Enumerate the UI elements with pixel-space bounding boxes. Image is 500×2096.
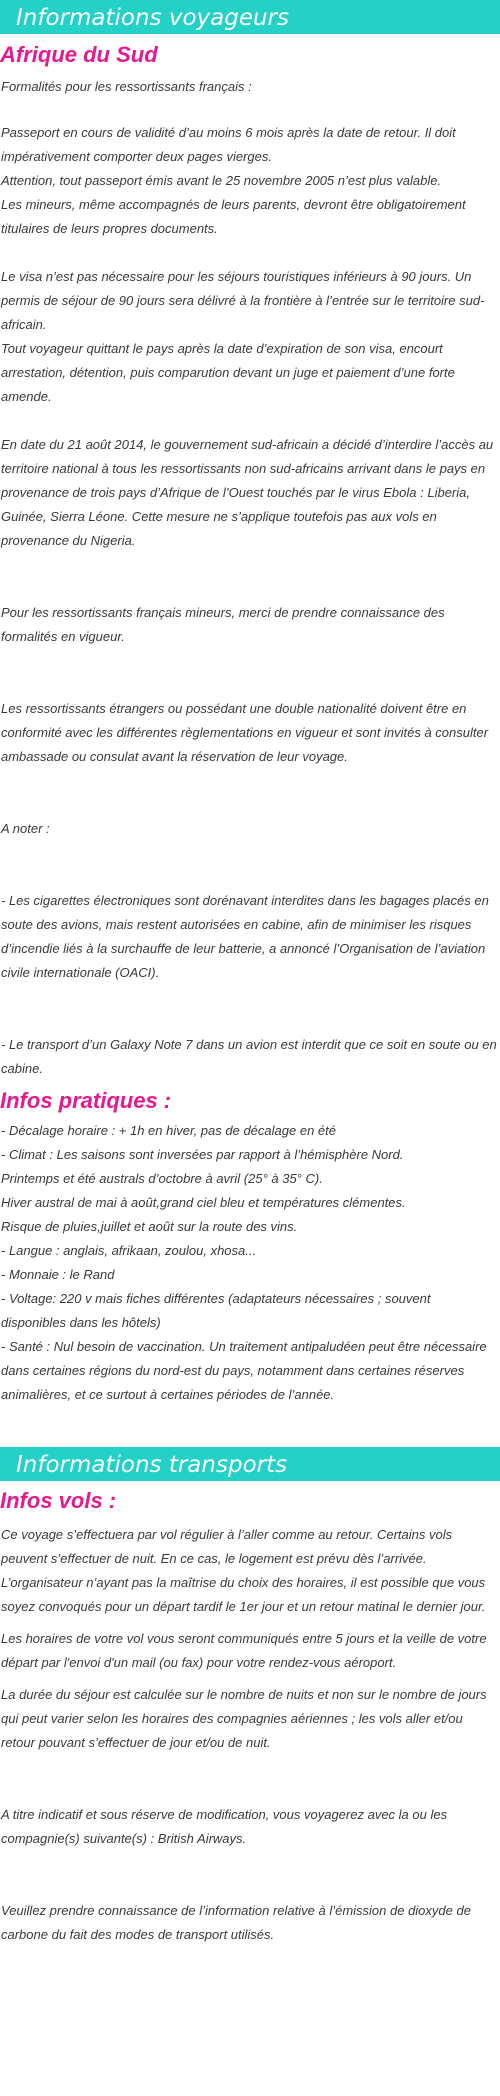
flights-paragraph-1: Ce voyage s’effectuera par vol régulier à l’aller comme au retour. Certains vols peuvent s’effectuer de nuit. En ce cas, le logement est prévu dès l’arrivée. L’organisateur n’ayant pas la maîtrise du choix des horaires, il est possible que vous soyez convoqués pour un départ tardif le 1er jour et un retour matinal le dernier jour. bbox=[1, 1527, 486, 1614]
passport-line-3: Les mineurs, même accompagnés de leurs parents, devront être obligatoirement titulaires de leurs propres documents. bbox=[1, 197, 466, 236]
practical-line: - Langue : anglais, afrikaan, zoulou, xhosa... bbox=[1, 1243, 257, 1258]
passport-line-2: Attention, tout passeport émis avant le 25 novembre 2005 n’est plus valable. bbox=[1, 173, 442, 188]
formalities-intro: Formalités pour les ressortissants français : bbox=[1, 79, 252, 94]
transports-banner: Informations transports bbox=[0, 1447, 500, 1481]
practical-line: - Santé : Nul besoin de vaccination. Un traitement antipaludéen peut être nécessaire dans certaines régions du nord-est du pays, notamment dans certaines réserves animalières, et ce surtout à certaines périodes de l’année. bbox=[1, 1339, 487, 1402]
practical-line: Hiver austral de mai à août,grand ciel bleu et températures clémentes. bbox=[1, 1195, 406, 1210]
practical-title: Infos pratiques : bbox=[0, 1088, 172, 1113]
note-label: A noter : bbox=[1, 821, 50, 836]
note-galaxy: - Le transport d’un Galaxy Note 7 dans un avion est interdit que ce soit en soute ou en cabine. bbox=[1, 1037, 497, 1076]
co2-notice: Veuillez prendre connaissance de l’information relative à l’émission de dioxyde de carbone du fait des modes de transport utilisés. bbox=[1, 1903, 471, 1942]
flights-title: Infos vols : bbox=[0, 1488, 117, 1513]
note-cigarettes: - Les cigarettes électroniques sont dorénavant interdites dans les bagages placés en soute des avions, mais restent autorisées en cabine, afin de minimiser les risques d’incendie liés à la surchauffe de leur batterie, a annoncé l’Organisation de l’aviation civile internationale (OACI). bbox=[1, 893, 489, 980]
visa-line-2: Tout voyageur quittant le pays après la date d’expiration de son visa, encourt arrestation, détention, puis comparution devant un juge et paiement d’une forte amende. bbox=[1, 341, 455, 404]
visa-line-1: Le visa n’est pas nécessaire pour les séjours touristiques inférieurs à 90 jours. Un permis de séjour de 90 jours sera délivré à la frontière à l’entrée sur le territoire sud-africain. bbox=[1, 269, 485, 332]
flights-paragraph-2: Les horaires de votre vol vous seront communiqués entre 5 jours et la veille de votre départ par l'envoi d'un mail (ou fax) pour votre rendez-vous aéroport. bbox=[1, 1631, 487, 1670]
practical-line: Risque de pluies,juillet et août sur la route des vins. bbox=[1, 1219, 298, 1234]
country-title: Afrique du Sud bbox=[0, 42, 158, 67]
ebola-notice: En date du 21 août 2014, le gouvernement sud-africain a décidé d’interdire l’accès au territoire national à tous les ressortissants non sud-africains arrivant dans le pays en provenance de trois pays d’Afrique de l’Ouest touchés par le virus Ebola : Liberia, Guinée, Sierra Léone. Cette mesure ne s’applique toutefois pas aux vols en provenance du Nigeria. bbox=[1, 437, 494, 548]
practical-line: - Climat : Les saisons sont inversées par rapport à l’hémisphère Nord. bbox=[1, 1147, 404, 1162]
passport-line-1: Passeport en cours de validité d’au moins 6 mois après la date de retour. Il doit impérativement comporter deux pages vierges. bbox=[1, 125, 456, 164]
flights-paragraph-3: La durée du séjour est calculée sur le nombre de nuits et non sur le nombre de jours qui peut varier selon les horaires des compagnies aériennes ; les vols aller et/ou retour pouvant s’effectuer de jour et/ou de nuit. bbox=[1, 1687, 487, 1750]
practical-line: Printemps et été australs d’octobre à avril (25° à 35° C). bbox=[1, 1171, 323, 1186]
voyageurs-banner: Informations voyageurs bbox=[0, 0, 500, 34]
practical-line: - Voltage: 220 v mais fiches différentes (adaptateurs nécessaires ; souvent disponibles dans les hôtels) bbox=[1, 1291, 431, 1330]
airline-notice: A titre indicatif et sous réserve de modification, vous voyagerez avec la ou les compagnie(s) suivante(s) : British Airways. bbox=[1, 1807, 448, 1846]
foreigners-notice: Les ressortissants étrangers ou possédant une double nationalité doivent être en conformité avec les différentes règlementations en vigueur et sont invités à consulter ambassade ou consulat avant la réservation de leur voyage. bbox=[1, 701, 489, 764]
practical-line: - Monnaie : le Rand bbox=[1, 1267, 115, 1282]
minors-notice: Pour les ressortissants français mineurs, merci de prendre connaissance des formalités en vigueur. bbox=[1, 605, 445, 644]
practical-line: - Décalage horaire : + 1h en hiver, pas de décalage en été bbox=[1, 1123, 336, 1138]
